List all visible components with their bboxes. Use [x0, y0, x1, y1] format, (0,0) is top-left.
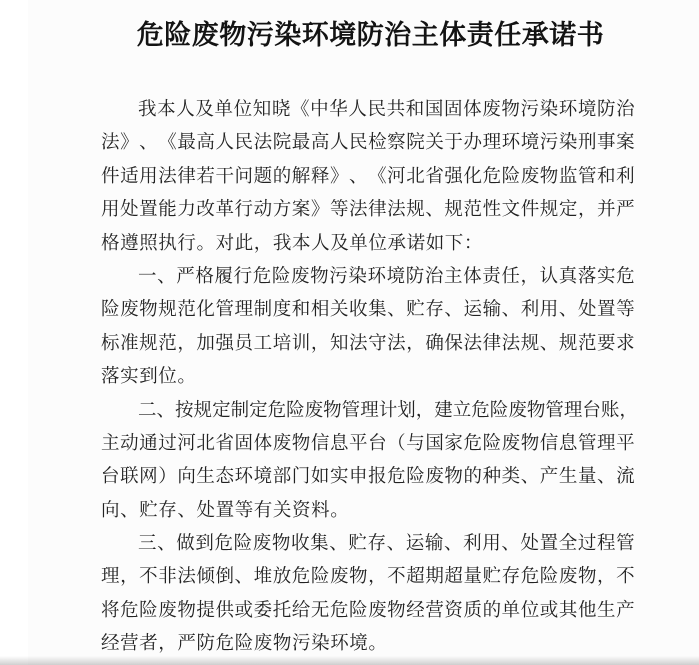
text-line-17: 经营者，严防危险废物污染环境。 — [101, 634, 388, 655]
document-body — [101, 94, 638, 662]
text-line-7: 险 废 物 规 范 化 管 理 制 度 和 相 关 收 集 、 贮 存 、 运 输 、 利 用 、 处 置 等 — [101, 300, 635, 321]
text-line-6: 一 、 严 格 履 行 危 险 废 物 污 染 环 境 防 治 主 体 责 任 ， 认 真 落 实 危 — [138, 266, 635, 287]
text-line-13: 向、贮存、处置等有关资料。 — [101, 500, 350, 521]
text-line-16: 将 危 险 废 物 提 供 或 委 托 给 无 危 险 废 物 经 营 资 质 的 单 位 或 其 他 生 产 — [101, 600, 635, 621]
scan-shadow — [0, 656, 699, 665]
text-line-14: 三 、 做 到 危 险 废 物 收 集 、 贮 存 、 运 输 、 利 用 、 处 置 全 过 程 管 — [138, 534, 635, 555]
text-line-5: 格遵照执行。对此，我本人及单位承诺如下： — [101, 233, 484, 254]
text-line-8: 标 准 规 范 ， 加 强 员 工 培 训 ， 知 法 守 法 ， 确 保 法 律 法 规 、 规 范 要 求 — [101, 333, 635, 354]
text-line-3: 件 适 用 法 律 若 干 问 题 的 解 释 》 、 《 河 北 省 强 化 危 险 废 物 监 管 和 利 — [101, 166, 635, 187]
text-line-9: 落实到位。 — [101, 367, 197, 388]
text-line-4: 用 处 置 能 力 改 革 行 动 方 案 》 等 法 律 法 规 、 规 范 性 文 件 规 定 ， 并 严 — [101, 200, 635, 221]
text-line-2: 法 》 、 《 最 高 人 民 法 院 最 高 人 民 检 察 院 关 于 办 理 环 境 污 染 刑 事 案 — [101, 133, 635, 154]
page-left-edge — [0, 0, 28, 665]
text-line-1: 我 本 人 及 单 位 知 晓 《 中 华 人 民 共 和 国 固 体 废 物 污 染 环 境 防 治 — [138, 100, 635, 120]
text-line-12: 台 联 网 ） 向 生 态 环 境 部 门 如 实 申 报 危 险 废 物 的 种 类 、 产 生 量 、 流 — [101, 467, 635, 488]
document-title: 危险废物污染环境防治主体责任承诺书 — [136, 20, 605, 50]
text-line-11: 主 动 通 过 河 北 省 固 体 废 物 信 息 平 台 （ 与 国 家 危 险 废 物 信 息 管 理 平 — [101, 433, 635, 454]
text-line-15: 理 ， 不 非 法 倾 倒 、 堆 放 危 险 废 物 ， 不 超 期 超 量 贮 存 危 险 废 物 ， 不 — [101, 567, 635, 588]
text-line-10: 二 、 按 规 定 制 定 危 险 废 物 管 理 计 划 ， 建 立 危 险 废 物 管 理 台 账 ， — [138, 400, 638, 421]
